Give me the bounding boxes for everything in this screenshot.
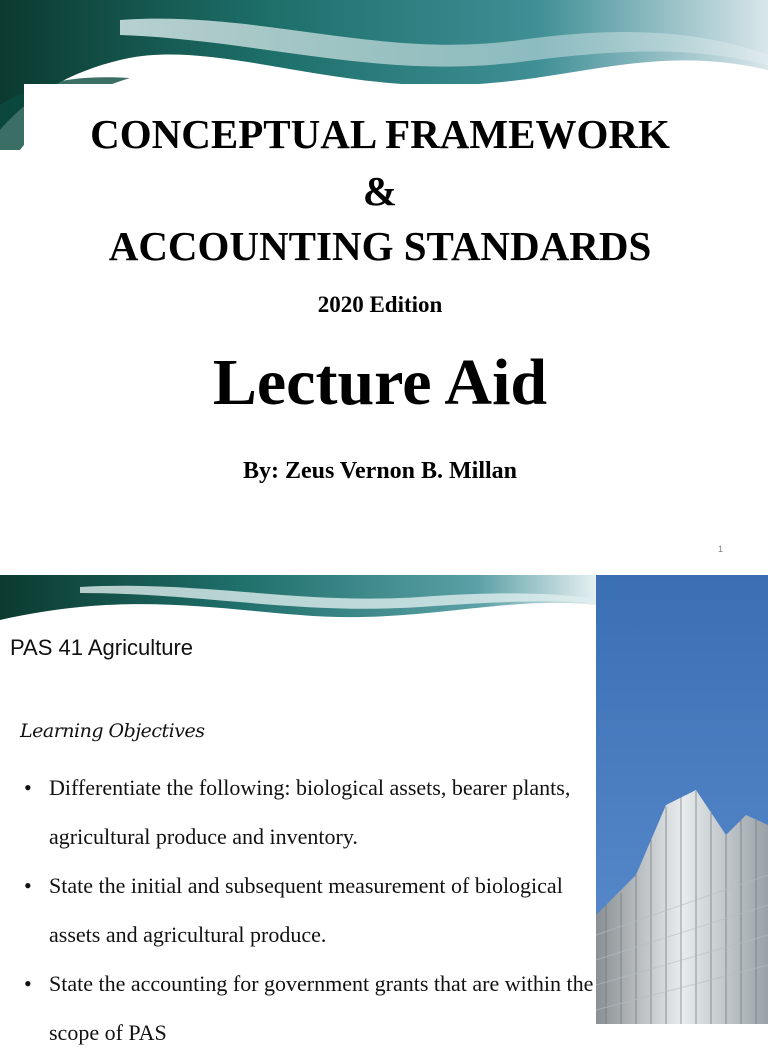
lecture-heading: Lecture Aid <box>212 346 548 419</box>
title-line-3: ACCOUNTING STANDARDS <box>108 223 652 269</box>
list-item <box>22 959 594 1057</box>
title-line-1: CONCEPTUAL FRAMEWORK <box>90 111 670 157</box>
title-line-2: & <box>362 168 398 214</box>
bullet-icon: • <box>24 971 32 996</box>
building-photo <box>596 575 768 1024</box>
edition-label: 2020 Edition <box>317 292 443 317</box>
list-item-text: State the initial and subsequent measurement of biological assets and agricultural produce. <box>49 873 563 947</box>
page-number: 1 <box>717 544 723 554</box>
list-item-text: Differentiate the following: biological assets, bearer plants, agricultural produce and inventory. <box>49 775 571 849</box>
objectives-list <box>22 763 594 1057</box>
author-line: By: Zeus Vernon B. Millan <box>242 458 518 484</box>
bullet-icon: • <box>24 873 32 898</box>
section-subtitle: Learning Objectives <box>20 720 205 742</box>
list-item <box>22 763 594 861</box>
bullet-icon: • <box>24 775 32 800</box>
content-slide <box>0 575 768 1045</box>
list-item-text: State the accounting for government grants that are within the scope of PAS <box>49 971 594 1045</box>
slide-title: PAS 41 Agriculture <box>10 635 194 660</box>
list-item <box>22 861 594 959</box>
